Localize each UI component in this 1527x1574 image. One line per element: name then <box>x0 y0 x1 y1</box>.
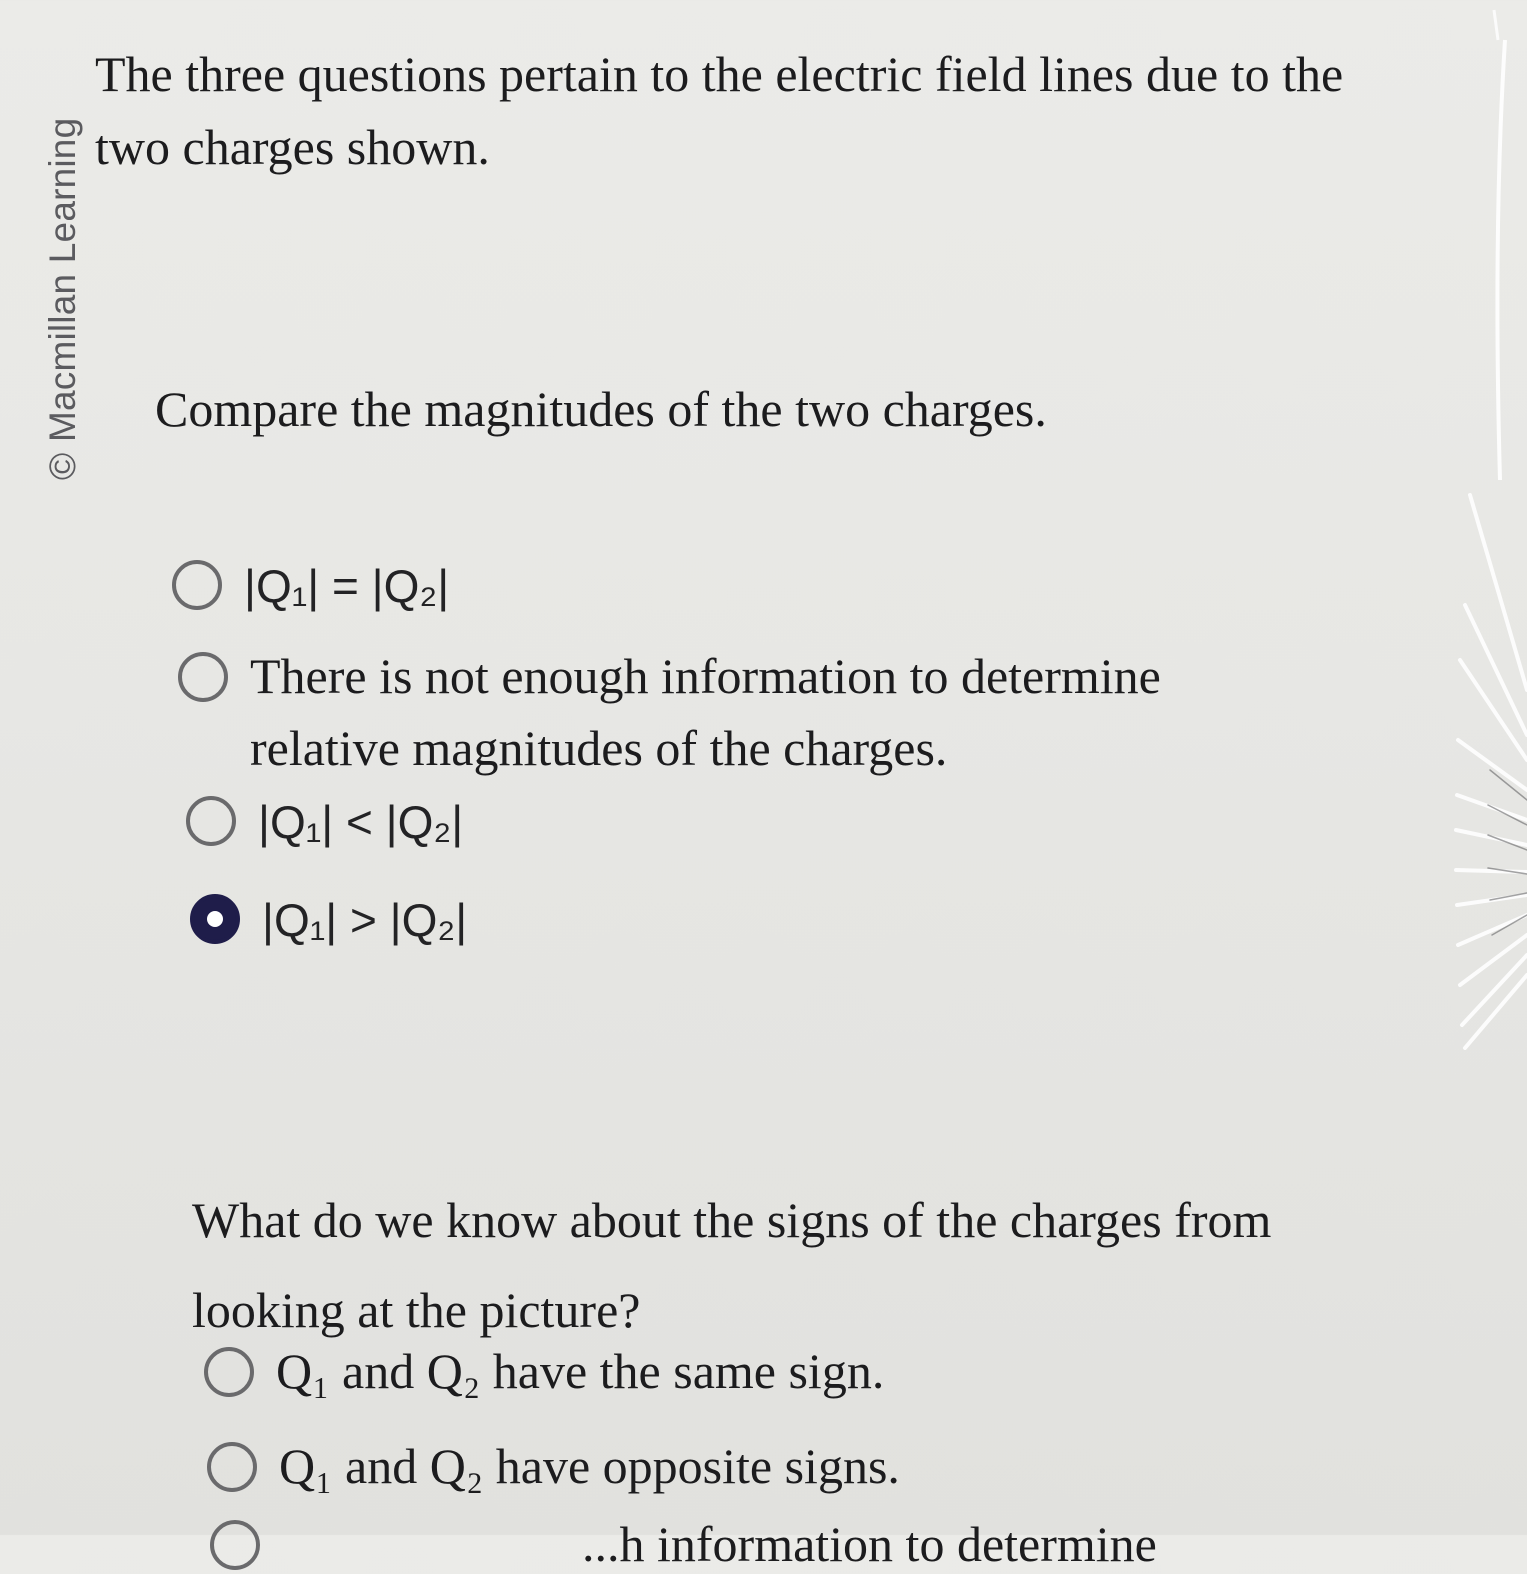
radio-button-icon[interactable] <box>207 1442 257 1492</box>
question-1-prompt: Compare the magnitudes of the two charges. <box>155 381 1047 437</box>
copyright-credit: © Macmillan Learning <box>42 117 83 480</box>
option-label: |Q₁| < |Q₂| <box>258 796 464 848</box>
radio-button-icon[interactable] <box>204 1347 254 1397</box>
option-q1-equal[interactable] <box>172 560 449 612</box>
option-not-enough-info[interactable] <box>178 640 1228 784</box>
option-label: There is not enough information to determine relative magnitudes of the charges. <box>250 648 1161 776</box>
option-label: Q₁ and Q₂ have opposite signs. <box>279 1438 900 1494</box>
option-label: |Q₁| = |Q₂| <box>244 560 450 612</box>
option-same-sign[interactable] <box>204 1335 884 1407</box>
radio-button-icon[interactable] <box>178 652 228 702</box>
option-label: |Q₁| > |Q₂| <box>262 894 468 946</box>
radio-button-icon[interactable] <box>172 560 222 610</box>
option-opposite-signs[interactable] <box>207 1430 900 1502</box>
radio-button-icon[interactable] <box>210 1520 260 1570</box>
radio-button-icon[interactable] <box>186 796 236 846</box>
option-q1-less-than[interactable] <box>186 796 463 848</box>
intro-text: The three questions pertain to the electric field lines due to the two charges shown. <box>95 46 1344 175</box>
option-not-enough-info-q2[interactable] <box>210 1514 1157 1574</box>
option-label: ...h information to determine <box>582 1516 1157 1572</box>
option-q1-greater-than[interactable] <box>190 894 467 946</box>
option-label: Q₁ and Q₂ have the same sign. <box>276 1343 885 1399</box>
radio-selected-icon[interactable] <box>190 894 240 944</box>
question-2-prompt: What do we know about the signs of the charges from looking at the picture? <box>192 1192 1272 1338</box>
